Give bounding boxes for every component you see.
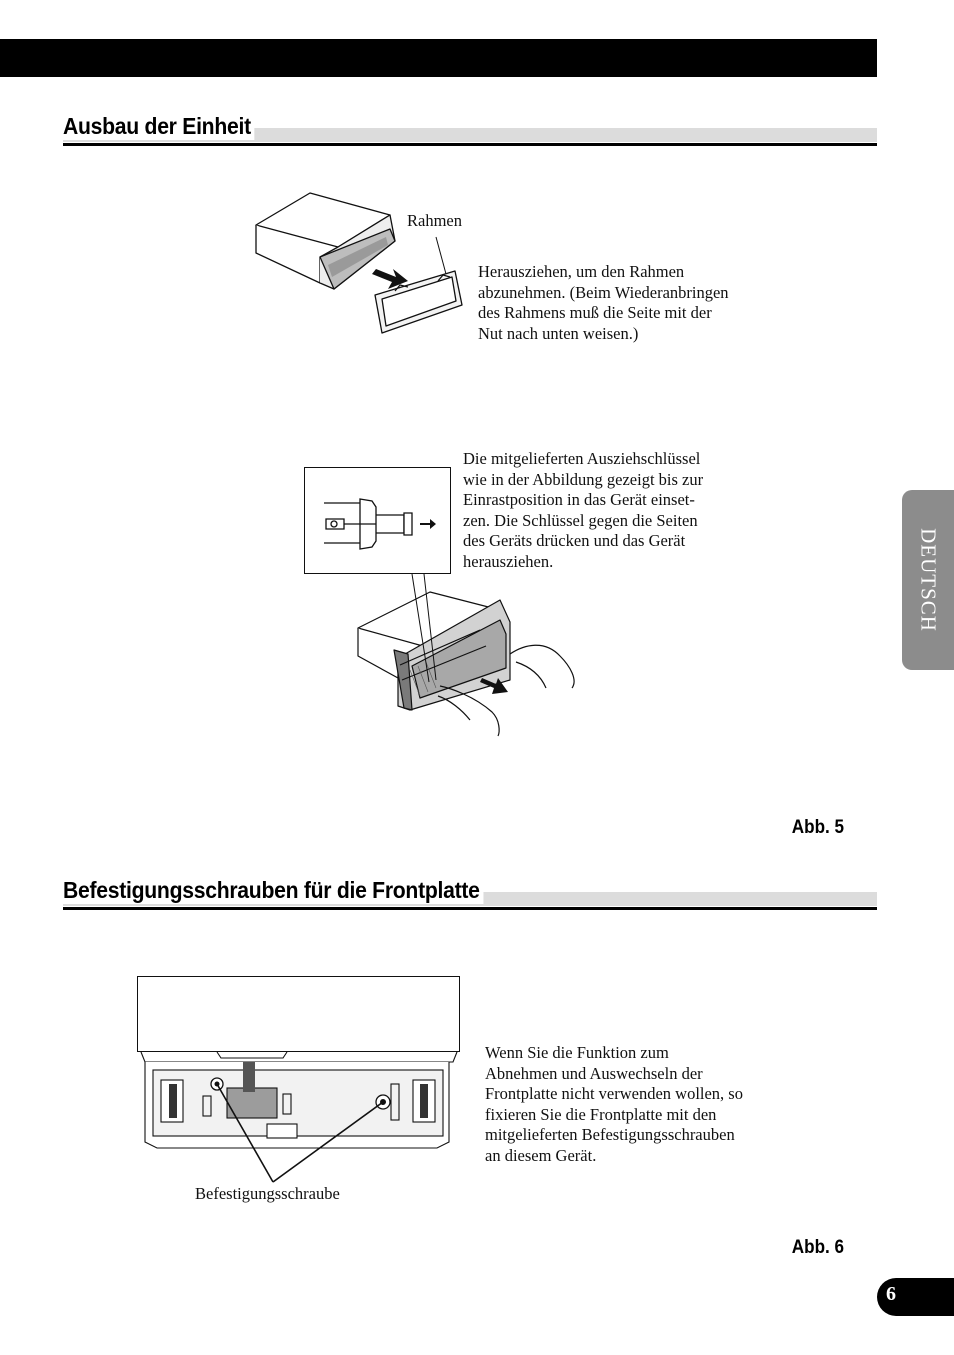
figure-label-abb5: Abb. 5 (791, 817, 844, 838)
figure-label-abb6: Abb. 6 (791, 1237, 844, 1258)
language-tab (902, 490, 954, 670)
page-number: 6 (886, 1283, 896, 1305)
section-title-rule (63, 143, 877, 146)
header-bar (0, 39, 877, 77)
unit-extraction-illustration (350, 570, 590, 740)
screw-instructions: Wenn Sie die Funktion zum Abnehmen und Auswechseln der Frontplatte nicht verwenden wollen, so fixieren Sie die Frontplatte mit den mitgelieferten Befestigungsschrauben an diesem Gerät. (485, 1043, 743, 1165)
section-title-befestigung: Befestigungsschrauben für die Frontplatte (63, 876, 483, 904)
frame-label: Rahmen (407, 211, 462, 230)
frame-instructions: Herausziehen, um den Rahmen abzunehmen. (Beim Wiederanbringen des Rahmens muß die Seite mit der Nut nach unten weisen.) (478, 262, 729, 343)
key-instructions: Die mitgelieferten Ausziehschlüssel wie in der Abbildung gezeigt bis zur Einrastposition in das Gerät einset- zen. Die Schlüssel gegen die Seiten des Geräts drücken und das Gerät herausziehen. (463, 449, 704, 571)
front-panel-screws-illustration (137, 976, 460, 1196)
section-title-rule (63, 907, 877, 910)
language-tab-label: DEUTSCH (916, 528, 941, 632)
frame-removal-illustration (250, 185, 480, 345)
section-title-ausbau: Ausbau der Einheit (63, 112, 255, 140)
screw-label: Befestigungsschraube (195, 1184, 340, 1203)
page-number-tab (877, 1278, 954, 1316)
key-inset-detail (304, 467, 451, 574)
